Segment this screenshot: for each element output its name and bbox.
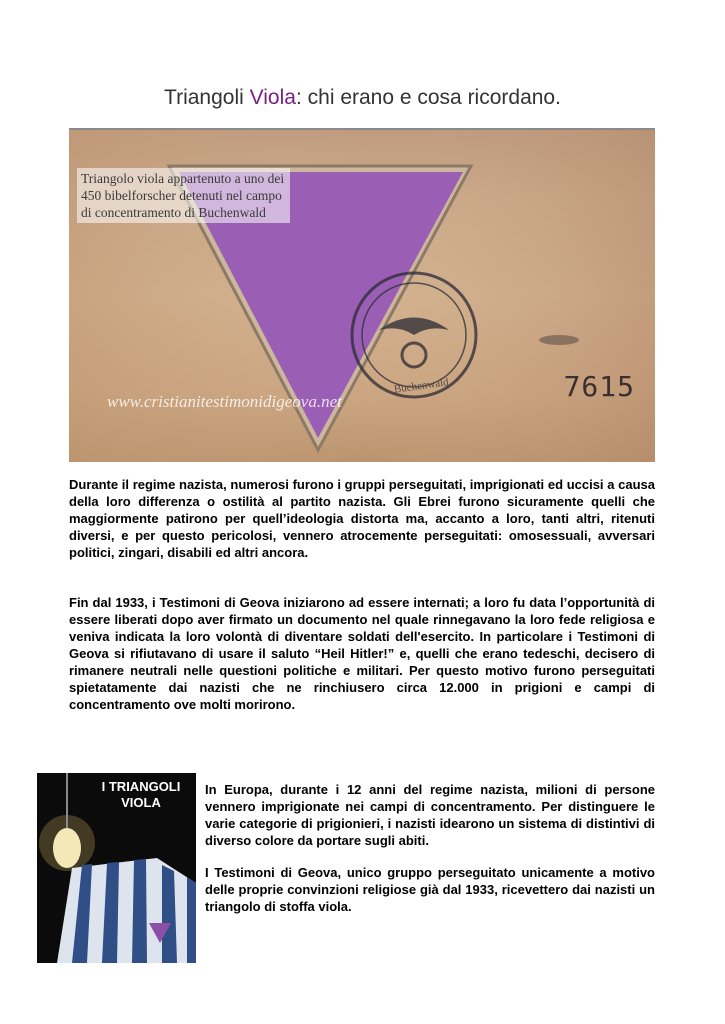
striped-uniform: [57, 858, 196, 963]
page-title: [0, 86, 725, 110]
title-accent: Viola: [249, 86, 296, 109]
website-watermark: www.cristianitestimonidigeova.net: [107, 392, 342, 411]
lightbulb-icon: [53, 828, 81, 868]
photo2-title: [89, 779, 193, 811]
prisoner-number: 7615: [563, 370, 635, 403]
photo-caption: Triangolo viola appartenuto a uno dei 450 bibelforscher detenuti nel campo di concentramento di Buchenwald: [77, 168, 290, 223]
svg-text:Buchenwald: Buchenwald: [393, 376, 450, 396]
title-prefix: Triangoli: [164, 86, 250, 109]
paragraph-regime: Durante il regime nazista, numerosi furono i gruppi perseguitati, imprigionati ed uccisi a causa della loro differenza o ostilità al partito nazista. Gli Ebrei furono sicuramente quelli che maggiormente patirono per quell’ideologia distorta ma, accanto a loro, tanti altri, ritenuti diversi, e per questo pericolosi, vennero atrocemente perseguitati: omosessuali, avversari politici, zingari, disabili ed altri ancora.: [69, 477, 655, 560]
photo2-title-line2: VIOLA: [121, 795, 161, 810]
paragraph-1933: Fin dal 1933, i Testimoni di Geova iniziarono ad essere internati; a loro fu data l’opportunità di essere liberati dopo aver firmato un documento nel quale rinnegavano la loro fede religiosa e veniva indicata la loro volontà di diventare soldati dell'esercito. In particolare i Testimoni di Geova si rifiutavano di usare il saluto “Heil Hitler!” e, quelli che erano tedeschi, decisero di rimanere neutrali nelle questioni politiche e militari. Per questo motivo furono perseguitati spietatamente dai nazisti che ne rinchiusero circa 12.000 in prigioni e campi di concentramento ove molti morirono.: [69, 595, 655, 712]
photo2-title-line1: I TRIANGOLI: [101, 779, 181, 794]
paragraph-europe: In Europa, durante i 12 anni del regime nazista, milioni di persone vennero imprigionate nei campi di concentramento. Per distinguere le varie categorie di prigionieri, i nazisti idearono un sistema di distintivi di diverso colore da portare sugli abiti.: [205, 782, 655, 848]
prisoner-uniform-photo: [37, 773, 196, 963]
title-suffix: : chi erano e cosa ricordano.: [295, 86, 561, 109]
purple-triangle-photo: [69, 128, 655, 462]
paragraph-witnesses: I Testimoni di Geova, unico gruppo perseguitato unicamente a motivo delle proprie convinzioni religiose già dal 1933, ricevettero dai nazisti un triangolo di stoffa viola.: [205, 865, 655, 914]
